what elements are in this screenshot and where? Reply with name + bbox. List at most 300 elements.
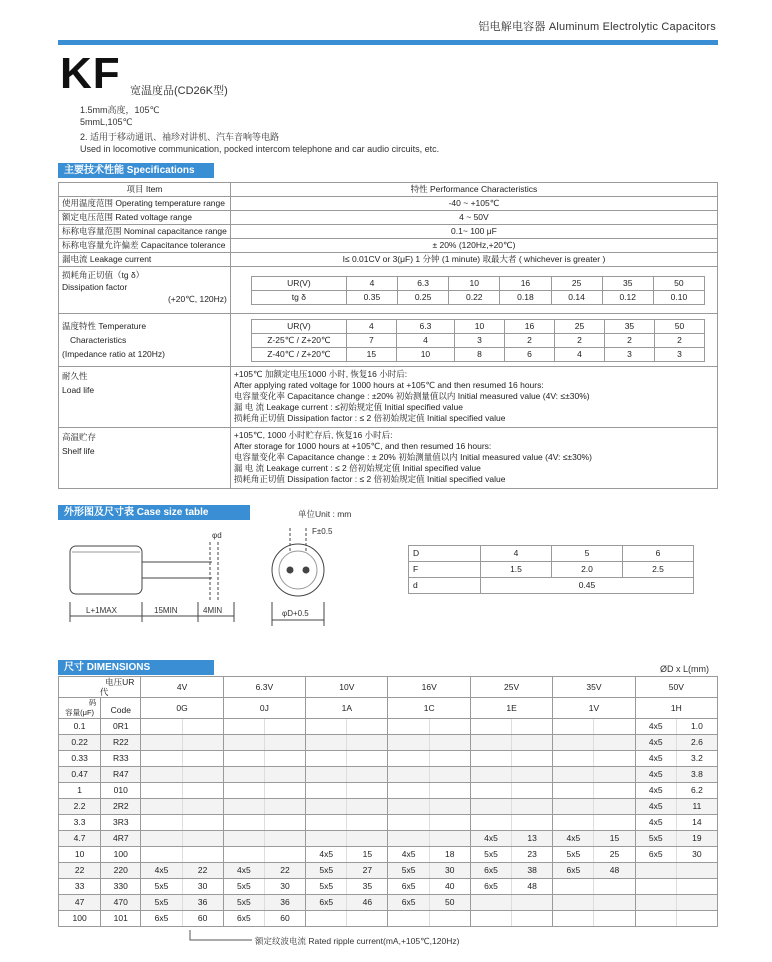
- ripple-current-value: [264, 719, 305, 735]
- code-cell: 4R7: [101, 831, 141, 847]
- voltage-header: 10V: [306, 677, 388, 698]
- case-size-value: [388, 911, 429, 927]
- code-cell: 330: [101, 879, 141, 895]
- case-size-tab: 外形图及尺寸表 Case size table: [58, 505, 250, 520]
- temperature-value: 15: [346, 347, 396, 361]
- temperature-table: [251, 319, 705, 362]
- spec-value: 0.1~ 100 μF: [230, 225, 717, 239]
- load-life-line: After applying rated voltage for 1000 hours at +105℃ and then resumed 16 hours:: [233, 380, 544, 390]
- temperature-voltage: 16: [504, 319, 554, 333]
- shelf-life-label-en: Shelf life: [62, 446, 95, 456]
- case-size-cell: 6: [623, 546, 694, 562]
- ripple-current-value: 18: [429, 847, 470, 863]
- table-row: [59, 767, 718, 783]
- ripple-current-value: 48: [594, 863, 635, 879]
- case-size-value: [470, 895, 511, 911]
- case-size-value: 5x5: [141, 895, 182, 911]
- case-size-value: [141, 831, 182, 847]
- load-life-line: 损耗角正切值 Dissipation factor : ≤ 2 倍初始规定值 Initial specified value: [233, 413, 506, 423]
- capacitance-cell: 22: [59, 863, 101, 879]
- ripple-current-value: 60: [264, 911, 305, 927]
- spec-row: [59, 225, 718, 239]
- ripple-current-value: [264, 847, 305, 863]
- spec-header-row: [59, 183, 718, 197]
- code-cell: 470: [101, 895, 141, 911]
- voltage-code: 0J: [223, 698, 305, 719]
- case-size-value: [306, 831, 347, 847]
- ripple-current-value: [182, 767, 223, 783]
- voltage-header: 35V: [553, 677, 635, 698]
- table-row: [59, 719, 718, 735]
- ripple-current-value: [182, 799, 223, 815]
- table-row: [59, 847, 718, 863]
- case-size-value: [223, 783, 264, 799]
- spec-item: 使用温度范围 Operating temperature range: [59, 197, 231, 211]
- case-size-value: [141, 799, 182, 815]
- case-size-value: [553, 735, 594, 751]
- dissipation-row: [59, 267, 718, 314]
- temperature-value: 4: [396, 333, 454, 347]
- dimensions-table: [58, 676, 718, 927]
- case-size-value: [470, 719, 511, 735]
- ripple-current-value: [347, 911, 388, 927]
- case-size-value: [223, 751, 264, 767]
- load-life-row: [59, 367, 718, 428]
- spec-performance-header: 特性 Performance Characteristics: [230, 183, 717, 197]
- temperature-value: 10: [396, 347, 454, 361]
- ripple-current-value: [594, 767, 635, 783]
- case-size-value: [470, 799, 511, 815]
- code-cell: 010: [101, 783, 141, 799]
- case-size-cell: 2.0: [552, 562, 623, 578]
- ripple-current-value: 6.2: [676, 783, 717, 799]
- case-size-value: [306, 783, 347, 799]
- dissipation-label-cn: 损耗角正切值（tg δ）: [62, 270, 145, 280]
- ripple-current-value: [676, 863, 717, 879]
- case-size-value: 4x5: [553, 831, 594, 847]
- dissipation-condition: (+20℃, 120Hz): [167, 294, 227, 304]
- ripple-current-value: [429, 911, 470, 927]
- spec-item: 标称电容量范围 Nominal capacitance range: [59, 225, 231, 239]
- ripple-current-value: [264, 783, 305, 799]
- case-size-value: [470, 735, 511, 751]
- temperature-value: 3: [604, 347, 654, 361]
- case-size-row-label: F: [409, 562, 481, 578]
- ripple-current-value: 40: [429, 879, 470, 895]
- corner-capacitance-label: 容量(μF): [65, 708, 95, 717]
- case-size-value: [470, 783, 511, 799]
- corner-voltage-label: 电压UR: [105, 677, 135, 687]
- dissipation-voltage: 35: [602, 276, 653, 290]
- lead-length-label: 15MIN: [154, 606, 178, 615]
- corner-code-label: 代: [99, 687, 109, 697]
- dimensions-voltage-row: [59, 677, 718, 698]
- dissipation-voltage: 16: [500, 276, 551, 290]
- ripple-current-value: [264, 815, 305, 831]
- case-size-value: [223, 735, 264, 751]
- ripple-current-value: 15: [347, 847, 388, 863]
- code-cell: 220: [101, 863, 141, 879]
- dissipation-value: 0.12: [602, 290, 653, 304]
- ripple-current-footnote: 额定纹波电流 Rated ripple current(mA,+105℃,120Hz): [255, 936, 460, 946]
- table-row: [59, 831, 718, 847]
- ripple-current-value: [182, 847, 223, 863]
- case-size-value: 6x5: [635, 847, 676, 863]
- corner-code-label-2: 码: [88, 698, 97, 707]
- specifications-tab: 主要技术性能 Specifications: [58, 163, 214, 178]
- load-life-line: 电容量变化率 Capacitance change : ±20% 初始测量值以内 Initial measured value (4V: ≤±30%): [233, 391, 590, 401]
- voltage-header: 16V: [388, 677, 470, 698]
- ripple-current-value: 46: [347, 895, 388, 911]
- temperature-ratio-label: Z-25℃ / Z+20℃: [251, 333, 346, 347]
- capacitance-cell: 0.33: [59, 751, 101, 767]
- capacitance-cell: 3.3: [59, 815, 101, 831]
- load-life-label-en: Load life: [62, 385, 95, 395]
- ripple-current-value: 48: [512, 879, 553, 895]
- shelf-life-line: +105℃, 1000 小时贮存后, 恢复16 小时后:: [233, 430, 393, 440]
- case-size-value: 6x5: [306, 895, 347, 911]
- voltage-header: 6.3V: [223, 677, 305, 698]
- case-size-value: [388, 831, 429, 847]
- capacitance-cell: 0.47: [59, 767, 101, 783]
- voltage-header: 25V: [470, 677, 552, 698]
- capacitance-cell: 100: [59, 911, 101, 927]
- dissipation-value: 0.14: [551, 290, 602, 304]
- voltage-header: 50V: [635, 677, 717, 698]
- length-label: L+1MAX: [86, 606, 117, 615]
- case-size-value: [470, 767, 511, 783]
- case-size-value: [141, 719, 182, 735]
- ripple-current-value: [594, 751, 635, 767]
- case-size-value: [223, 767, 264, 783]
- f-tolerance-label: F±0.5: [312, 527, 333, 536]
- ripple-current-value: 22: [264, 863, 305, 879]
- page-header: [0, 0, 772, 50]
- case-size-value: 6x5: [470, 879, 511, 895]
- spec-item: 漏电流 Leakage current: [59, 253, 231, 267]
- case-size-value: 5x5: [141, 879, 182, 895]
- ripple-current-value: [594, 719, 635, 735]
- case-size-value: [553, 879, 594, 895]
- ripple-current-value: [512, 799, 553, 815]
- capacitance-cell: 4.7: [59, 831, 101, 847]
- dissipation-value: 0.25: [398, 290, 449, 304]
- case-size-value: 4x5: [635, 735, 676, 751]
- temperature-value: 4: [554, 347, 604, 361]
- case-size-value: [388, 719, 429, 735]
- case-size-value: [635, 911, 676, 927]
- ripple-current-value: [594, 783, 635, 799]
- ripple-current-value: [512, 783, 553, 799]
- ripple-current-value: [347, 735, 388, 751]
- ripple-current-value: 1.0: [676, 719, 717, 735]
- ripple-current-value: [429, 783, 470, 799]
- shelf-life-line: 损耗角正切值 Dissipation factor : ≤ 2 倍初始规定值 Initial specified value: [233, 474, 506, 484]
- feature-line: 2. 适用于移动通讯、袖珍对讲机、汽车音响等电路: [80, 132, 280, 142]
- shelf-life-line: 漏 电 流 Leakage current : ≤ 2 倍初始规定值 Initial specified value: [233, 463, 481, 473]
- feature-line: 5mmL,105℃: [80, 117, 133, 127]
- spec-item: 标称电容量允许偏差 Capacitance tolerance: [59, 239, 231, 253]
- table-row: [59, 879, 718, 895]
- case-size-value: 4x5: [470, 831, 511, 847]
- voltage-code: 1V: [553, 698, 635, 719]
- shelf-life-label-cn: 高温贮存: [62, 432, 97, 442]
- spec-item: 额定电压范围 Rated voltage range: [59, 211, 231, 225]
- case-size-table: [408, 545, 694, 594]
- ripple-current-value: 11: [676, 799, 717, 815]
- ripple-current-value: 2.6: [676, 735, 717, 751]
- case-size-value: 4x5: [635, 815, 676, 831]
- case-size-value: 6x5: [223, 911, 264, 927]
- dissipation-voltage: 6.3: [398, 276, 449, 290]
- table-row: [59, 783, 718, 799]
- dissipation-label-en: Dissipation factor: [62, 282, 128, 292]
- phi-d-label: φd: [212, 531, 222, 540]
- ripple-current-value: [512, 895, 553, 911]
- temperature-voltage: 4: [346, 319, 396, 333]
- case-size-value: 5x5: [635, 831, 676, 847]
- ripple-current-value: [429, 815, 470, 831]
- load-life-line: +105℃ 加额定电压1000 小时, 恢复16 小时后:: [233, 369, 408, 379]
- case-size-value: 4x5: [141, 863, 182, 879]
- case-size-row-label: d: [409, 578, 481, 594]
- dimensions-tab: 尺寸 DIMENSIONS: [58, 660, 214, 675]
- case-size-value: 4x5: [388, 847, 429, 863]
- ripple-current-value: [594, 879, 635, 895]
- spec-row: [59, 253, 718, 267]
- ripple-current-value: [182, 783, 223, 799]
- case-size-value: [388, 815, 429, 831]
- case-size-value: [553, 783, 594, 799]
- capacitance-cell: 1: [59, 783, 101, 799]
- temperature-value: 3: [654, 347, 704, 361]
- ripple-current-value: [347, 767, 388, 783]
- ripple-current-value: [512, 911, 553, 927]
- series-code: KF: [60, 49, 121, 98]
- temperature-value: 7: [346, 333, 396, 347]
- ripple-current-value: [429, 799, 470, 815]
- feature-line: 1.5mm高度，105℃: [80, 105, 160, 115]
- ripple-current-value: [594, 895, 635, 911]
- ripple-current-value: [264, 767, 305, 783]
- case-size-value: [635, 863, 676, 879]
- case-size-value: [553, 751, 594, 767]
- case-size-value: 4x5: [635, 719, 676, 735]
- ripple-current-value: 22: [182, 863, 223, 879]
- ripple-current-value: [429, 767, 470, 783]
- ripple-current-value: [512, 735, 553, 751]
- capacitance-cell: 47: [59, 895, 101, 911]
- shelf-life-line: 电容量变化率 Capacitance change : ± 20% 初始测量值以内 Initial measured value (4V: ≤±30%): [233, 452, 592, 462]
- dissipation-value: 0.18: [500, 290, 551, 304]
- case-size-value: 6x5: [470, 863, 511, 879]
- ripple-current-value: [264, 751, 305, 767]
- case-size-value: [306, 815, 347, 831]
- temperature-label-cn: 温度特性 Temperature: [62, 321, 147, 331]
- temperature-condition: (Impedance ratio at 120Hz): [62, 349, 165, 359]
- ripple-current-value: [347, 799, 388, 815]
- dissipation-value: 0.35: [346, 290, 397, 304]
- dissipation-voltage-label: UR(V): [251, 276, 346, 290]
- code-cell: R33: [101, 751, 141, 767]
- case-size-value: 4x5: [635, 783, 676, 799]
- spec-row: [59, 197, 718, 211]
- table-row: [59, 815, 718, 831]
- lead-min-label: 4MIN: [203, 606, 223, 615]
- ripple-current-value: [182, 719, 223, 735]
- case-size-value: [223, 799, 264, 815]
- dimensions-unit: ØD x L(mm): [660, 664, 709, 674]
- ripple-current-value: [264, 831, 305, 847]
- temperature-value: 6: [504, 347, 554, 361]
- spec-row: [59, 211, 718, 225]
- case-size-value: [553, 815, 594, 831]
- temperature-value: 3: [455, 333, 505, 347]
- temperature-voltage: 25: [554, 319, 604, 333]
- case-size-value: [553, 719, 594, 735]
- shelf-life-line: After storage for 1000 hours at +105℃, and then resumed 16 hours:: [233, 441, 492, 451]
- ripple-current-value: [182, 735, 223, 751]
- spec-item-header: 项目 Item: [59, 183, 231, 197]
- ripple-current-value: [347, 831, 388, 847]
- diameter-label: φD+0.5: [282, 609, 309, 618]
- capacitance-cell: 0.22: [59, 735, 101, 751]
- ripple-current-value: 13: [512, 831, 553, 847]
- ripple-current-value: 30: [676, 847, 717, 863]
- capacitance-cell: 10: [59, 847, 101, 863]
- case-size-value: [635, 879, 676, 895]
- case-size-value: [388, 783, 429, 799]
- spec-value: I≤ 0.01CV or 3(μF) 1 分钟 (1 minute) 取最大者 ( whichever is greater ): [230, 253, 717, 267]
- temperature-voltage-label: UR(V): [251, 319, 346, 333]
- ripple-current-value: 15: [594, 831, 635, 847]
- case-size-value: [223, 831, 264, 847]
- ripple-current-value: [512, 767, 553, 783]
- table-row: [59, 735, 718, 751]
- case-size-value: [388, 751, 429, 767]
- dissipation-voltage: 4: [346, 276, 397, 290]
- ripple-current-value: [347, 815, 388, 831]
- ripple-current-value: 14: [676, 815, 717, 831]
- case-size-value: [306, 719, 347, 735]
- case-size-value: [553, 767, 594, 783]
- voltage-code: 1C: [388, 698, 470, 719]
- ripple-current-value: 36: [182, 895, 223, 911]
- ripple-current-value: 38: [512, 863, 553, 879]
- load-life-line: 漏 电 流 Leakage current : ≤初始规定值 Initial specified value: [233, 402, 463, 412]
- case-size-value: [388, 767, 429, 783]
- temperature-value: 2: [504, 333, 554, 347]
- ripple-current-value: [429, 751, 470, 767]
- ripple-current-value: [594, 911, 635, 927]
- voltage-code: 0G: [141, 698, 223, 719]
- voltage-code: 1H: [635, 698, 717, 719]
- voltage-code: 1E: [470, 698, 552, 719]
- case-size-unit: 单位Unit : mm: [298, 509, 352, 519]
- code-cell: 3R3: [101, 815, 141, 831]
- case-size-value: 5x5: [306, 879, 347, 895]
- ripple-current-value: [594, 815, 635, 831]
- header-title: 铝电解电容器 Aluminum Electrolytic Capacitors: [478, 21, 716, 33]
- ripple-current-value: [512, 751, 553, 767]
- capacitor-outline-drawing: [58, 522, 398, 640]
- table-row: [59, 911, 718, 927]
- case-size-value: 5x5: [223, 895, 264, 911]
- capacitance-cell: 2.2: [59, 799, 101, 815]
- ripple-current-value: [347, 719, 388, 735]
- case-size-value: [223, 719, 264, 735]
- dimensions-body: [59, 719, 718, 927]
- ripple-current-value: 60: [182, 911, 223, 927]
- case-size-cell: 0.45: [481, 578, 694, 594]
- case-size-cell: 1.5: [481, 562, 552, 578]
- case-size-cell: 4: [481, 546, 552, 562]
- ripple-current-value: [347, 751, 388, 767]
- ripple-current-value: 27: [347, 863, 388, 879]
- ripple-current-value: [347, 783, 388, 799]
- ripple-current-value: 19: [676, 831, 717, 847]
- ripple-current-value: [264, 735, 305, 751]
- case-size-value: [141, 847, 182, 863]
- temperature-voltage: 50: [654, 319, 704, 333]
- case-size-value: [306, 911, 347, 927]
- ripple-current-value: [512, 719, 553, 735]
- ripple-current-value: 30: [264, 879, 305, 895]
- ripple-current-value: [512, 815, 553, 831]
- voltage-header: 4V: [141, 677, 223, 698]
- code-cell: 2R2: [101, 799, 141, 815]
- case-size-value: [388, 799, 429, 815]
- ripple-current-value: [429, 719, 470, 735]
- case-size-value: [141, 815, 182, 831]
- case-size-value: [553, 799, 594, 815]
- ripple-current-value: [676, 911, 717, 927]
- case-size-value: 4x5: [306, 847, 347, 863]
- shelf-life-row: [59, 428, 718, 489]
- case-size-value: 5x5: [306, 863, 347, 879]
- specifications-table: [58, 182, 718, 489]
- ripple-current-value: [182, 815, 223, 831]
- case-size-value: 4x5: [635, 799, 676, 815]
- ripple-current-value: [676, 879, 717, 895]
- code-cell: 100: [101, 847, 141, 863]
- case-size-value: 4x5: [635, 767, 676, 783]
- capacitance-cell: 0.1: [59, 719, 101, 735]
- table-row: [59, 895, 718, 911]
- temperature-voltage: 35: [604, 319, 654, 333]
- temperature-row: [59, 314, 718, 367]
- table-row: [59, 799, 718, 815]
- corner-code-header: Code: [101, 698, 141, 719]
- case-size-value: 4x5: [635, 751, 676, 767]
- dissipation-voltage: 25: [551, 276, 602, 290]
- dissipation-voltage: 10: [449, 276, 500, 290]
- case-size-value: [306, 799, 347, 815]
- header-rule: [58, 40, 718, 45]
- temperature-voltage: 6.3: [396, 319, 454, 333]
- case-size-value: 5x5: [223, 879, 264, 895]
- series-subtitle: 宽温度品(CD26K型): [130, 85, 228, 97]
- ripple-current-value: 23: [512, 847, 553, 863]
- case-size-value: [306, 751, 347, 767]
- ripple-current-value: 35: [347, 879, 388, 895]
- dissipation-voltage: 50: [653, 276, 704, 290]
- ripple-current-value: 25: [594, 847, 635, 863]
- dissipation-table: [251, 276, 705, 305]
- case-size-value: [470, 751, 511, 767]
- ripple-current-value: [429, 831, 470, 847]
- ripple-current-value: 30: [429, 863, 470, 879]
